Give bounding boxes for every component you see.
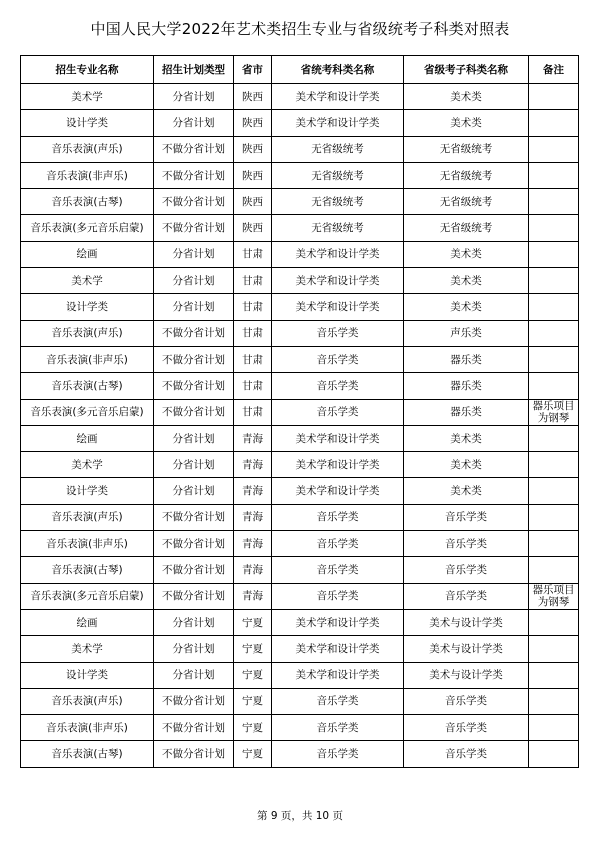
cell-remarks xyxy=(529,110,579,136)
cell-exam-category: 音乐学类 xyxy=(272,399,404,425)
cell-plan-type: 不做分省计划 xyxy=(154,346,234,372)
cell-plan-type: 不做分省计划 xyxy=(154,688,234,714)
cell-exam-category: 无省级统考 xyxy=(272,136,404,162)
cell-major-name: 音乐表演(古琴) xyxy=(21,189,154,215)
table-row xyxy=(21,241,579,267)
cell-plan-type: 分省计划 xyxy=(154,268,234,294)
cell-exam-subcategory: 美术类 xyxy=(404,84,529,110)
cell-remarks xyxy=(529,136,579,162)
major-mapping-table xyxy=(20,55,579,768)
cell-province: 陕西 xyxy=(234,189,272,215)
cell-exam-category: 音乐学类 xyxy=(272,688,404,714)
cell-plan-type: 不做分省计划 xyxy=(154,320,234,346)
cell-plan-type: 不做分省计划 xyxy=(154,504,234,530)
cell-major-name: 音乐表演(声乐) xyxy=(21,688,154,714)
cell-plan-type: 不做分省计划 xyxy=(154,557,234,583)
cell-exam-subcategory: 声乐类 xyxy=(404,320,529,346)
cell-exam-subcategory: 无省级统考 xyxy=(404,215,529,241)
cell-exam-subcategory: 美术类 xyxy=(404,425,529,451)
cell-major-name: 音乐表演(非声乐) xyxy=(21,715,154,741)
table-row xyxy=(21,531,579,557)
cell-remarks xyxy=(529,268,579,294)
cell-plan-type: 不做分省计划 xyxy=(154,136,234,162)
cell-major-name: 绘画 xyxy=(21,241,154,267)
cell-remarks xyxy=(529,189,579,215)
cell-province: 宁夏 xyxy=(234,636,272,662)
cell-plan-type: 不做分省计划 xyxy=(154,373,234,399)
cell-remarks xyxy=(529,373,579,399)
cell-province: 青海 xyxy=(234,531,272,557)
cell-plan-type: 分省计划 xyxy=(154,662,234,688)
cell-exam-category: 美术学和设计学类 xyxy=(272,241,404,267)
cell-plan-type: 不做分省计划 xyxy=(154,215,234,241)
cell-plan-type: 分省计划 xyxy=(154,294,234,320)
cell-exam-subcategory: 音乐学类 xyxy=(404,504,529,530)
cell-exam-category: 美术学和设计学类 xyxy=(272,268,404,294)
cell-exam-subcategory: 音乐学类 xyxy=(404,688,529,714)
header-plan-type: 招生计划类型 xyxy=(154,56,234,84)
table-row xyxy=(21,136,579,162)
cell-major-name: 音乐表演(古琴) xyxy=(21,741,154,767)
cell-exam-category: 美术学和设计学类 xyxy=(272,294,404,320)
cell-remarks xyxy=(529,215,579,241)
cell-province: 甘肃 xyxy=(234,320,272,346)
header-exam-subcategory: 省级考子科类名称 xyxy=(404,56,529,84)
cell-exam-category: 音乐学类 xyxy=(272,346,404,372)
cell-exam-subcategory: 器乐类 xyxy=(404,399,529,425)
cell-province: 青海 xyxy=(234,557,272,583)
cell-remarks xyxy=(529,609,579,635)
cell-plan-type: 分省计划 xyxy=(154,478,234,504)
cell-remarks: 器乐项目为钢琴 xyxy=(529,583,579,609)
table-row xyxy=(21,609,579,635)
cell-remarks xyxy=(529,688,579,714)
cell-province: 陕西 xyxy=(234,136,272,162)
table-row xyxy=(21,294,579,320)
table-row xyxy=(21,715,579,741)
cell-major-name: 音乐表演(声乐) xyxy=(21,136,154,162)
cell-province: 陕西 xyxy=(234,162,272,188)
table-header-row xyxy=(21,56,579,84)
page-title: 中国人民大学2022年艺术类招生专业与省级统考子科类对照表 xyxy=(90,20,510,38)
cell-exam-subcategory: 美术类 xyxy=(404,110,529,136)
cell-exam-subcategory: 美术类 xyxy=(404,452,529,478)
cell-exam-subcategory: 美术与设计学类 xyxy=(404,662,529,688)
cell-province: 青海 xyxy=(234,504,272,530)
cell-major-name: 美术学 xyxy=(21,84,154,110)
cell-exam-subcategory: 器乐类 xyxy=(404,346,529,372)
cell-remarks xyxy=(529,320,579,346)
cell-remarks xyxy=(529,662,579,688)
table-row xyxy=(21,399,579,425)
cell-plan-type: 分省计划 xyxy=(154,241,234,267)
cell-province: 甘肃 xyxy=(234,373,272,399)
table-row xyxy=(21,688,579,714)
cell-remarks: 器乐项目为钢琴 xyxy=(529,399,579,425)
cell-exam-category: 音乐学类 xyxy=(272,583,404,609)
cell-exam-category: 音乐学类 xyxy=(272,320,404,346)
cell-exam-subcategory: 无省级统考 xyxy=(404,162,529,188)
cell-remarks xyxy=(529,294,579,320)
cell-exam-subcategory: 音乐学类 xyxy=(404,531,529,557)
header-major-name: 招生专业名称 xyxy=(21,56,154,84)
cell-remarks xyxy=(529,346,579,372)
cell-plan-type: 不做分省计划 xyxy=(154,189,234,215)
cell-major-name: 绘画 xyxy=(21,609,154,635)
cell-remarks xyxy=(529,425,579,451)
cell-exam-category: 美术学和设计学类 xyxy=(272,452,404,478)
cell-province: 青海 xyxy=(234,478,272,504)
table-row xyxy=(21,189,579,215)
cell-province: 宁夏 xyxy=(234,741,272,767)
cell-exam-subcategory: 美术类 xyxy=(404,268,529,294)
cell-exam-category: 美术学和设计学类 xyxy=(272,609,404,635)
cell-major-name: 美术学 xyxy=(21,452,154,478)
cell-exam-category: 无省级统考 xyxy=(272,215,404,241)
cell-exam-category: 美术学和设计学类 xyxy=(272,425,404,451)
cell-exam-category: 美术学和设计学类 xyxy=(272,478,404,504)
table-row xyxy=(21,557,579,583)
cell-major-name: 绘画 xyxy=(21,425,154,451)
cell-plan-type: 不做分省计划 xyxy=(154,741,234,767)
cell-province: 宁夏 xyxy=(234,609,272,635)
cell-province: 宁夏 xyxy=(234,662,272,688)
table-row xyxy=(21,662,579,688)
cell-major-name: 设计学类 xyxy=(21,110,154,136)
cell-province: 宁夏 xyxy=(234,715,272,741)
cell-exam-subcategory: 音乐学类 xyxy=(404,583,529,609)
cell-major-name: 音乐表演(古琴) xyxy=(21,373,154,399)
cell-province: 宁夏 xyxy=(234,688,272,714)
table-row xyxy=(21,741,579,767)
cell-exam-category: 美术学和设计学类 xyxy=(272,636,404,662)
cell-plan-type: 分省计划 xyxy=(154,84,234,110)
table-row xyxy=(21,84,579,110)
cell-exam-subcategory: 美术类 xyxy=(404,478,529,504)
cell-major-name: 音乐表演(多元音乐启蒙) xyxy=(21,583,154,609)
cell-exam-category: 无省级统考 xyxy=(272,189,404,215)
cell-plan-type: 不做分省计划 xyxy=(154,531,234,557)
cell-exam-category: 音乐学类 xyxy=(272,557,404,583)
cell-major-name: 音乐表演(多元音乐启蒙) xyxy=(21,399,154,425)
table-row xyxy=(21,504,579,530)
cell-plan-type: 不做分省计划 xyxy=(154,399,234,425)
cell-major-name: 音乐表演(古琴) xyxy=(21,557,154,583)
cell-remarks xyxy=(529,531,579,557)
cell-plan-type: 不做分省计划 xyxy=(154,583,234,609)
cell-exam-category: 音乐学类 xyxy=(272,741,404,767)
cell-exam-subcategory: 无省级统考 xyxy=(404,136,529,162)
cell-exam-category: 美术学和设计学类 xyxy=(272,110,404,136)
cell-remarks xyxy=(529,557,579,583)
cell-major-name: 音乐表演(非声乐) xyxy=(21,531,154,557)
cell-exam-subcategory: 美术与设计学类 xyxy=(404,609,529,635)
cell-plan-type: 分省计划 xyxy=(154,425,234,451)
cell-exam-subcategory: 音乐学类 xyxy=(404,557,529,583)
cell-major-name: 音乐表演(多元音乐启蒙) xyxy=(21,215,154,241)
cell-province: 陕西 xyxy=(234,84,272,110)
cell-exam-category: 无省级统考 xyxy=(272,162,404,188)
cell-plan-type: 不做分省计划 xyxy=(154,162,234,188)
cell-province: 甘肃 xyxy=(234,346,272,372)
cell-exam-subcategory: 音乐学类 xyxy=(404,715,529,741)
page-number: 第 9 页，共 10 页 xyxy=(257,810,343,822)
cell-remarks xyxy=(529,452,579,478)
cell-province: 陕西 xyxy=(234,110,272,136)
cell-province: 甘肃 xyxy=(234,399,272,425)
table-row xyxy=(21,215,579,241)
cell-plan-type: 分省计划 xyxy=(154,110,234,136)
cell-remarks xyxy=(529,504,579,530)
cell-province: 青海 xyxy=(234,452,272,478)
cell-major-name: 音乐表演(非声乐) xyxy=(21,162,154,188)
cell-province: 陕西 xyxy=(234,215,272,241)
table-row xyxy=(21,162,579,188)
cell-plan-type: 分省计划 xyxy=(154,452,234,478)
table-row xyxy=(21,452,579,478)
table-row xyxy=(21,425,579,451)
header-exam-category: 省统考科类名称 xyxy=(272,56,404,84)
cell-remarks xyxy=(529,241,579,267)
cell-remarks xyxy=(529,741,579,767)
cell-exam-category: 音乐学类 xyxy=(272,531,404,557)
cell-remarks xyxy=(529,162,579,188)
cell-exam-subcategory: 美术类 xyxy=(404,294,529,320)
table-row xyxy=(21,583,579,609)
table-row xyxy=(21,320,579,346)
cell-major-name: 设计学类 xyxy=(21,662,154,688)
cell-exam-subcategory: 音乐学类 xyxy=(404,741,529,767)
cell-exam-subcategory: 器乐类 xyxy=(404,373,529,399)
cell-exam-category: 音乐学类 xyxy=(272,715,404,741)
cell-major-name: 音乐表演(声乐) xyxy=(21,504,154,530)
cell-province: 甘肃 xyxy=(234,241,272,267)
cell-plan-type: 不做分省计划 xyxy=(154,715,234,741)
cell-remarks xyxy=(529,636,579,662)
table-row xyxy=(21,373,579,399)
cell-major-name: 美术学 xyxy=(21,636,154,662)
cell-remarks xyxy=(529,478,579,504)
cell-major-name: 音乐表演(非声乐) xyxy=(21,346,154,372)
cell-remarks xyxy=(529,715,579,741)
table-row xyxy=(21,110,579,136)
cell-province: 青海 xyxy=(234,583,272,609)
cell-province: 甘肃 xyxy=(234,268,272,294)
header-province: 省市 xyxy=(234,56,272,84)
cell-exam-subcategory: 美术与设计学类 xyxy=(404,636,529,662)
cell-exam-category: 音乐学类 xyxy=(272,504,404,530)
cell-exam-category: 美术学和设计学类 xyxy=(272,662,404,688)
cell-exam-subcategory: 无省级统考 xyxy=(404,189,529,215)
cell-plan-type: 分省计划 xyxy=(154,636,234,662)
cell-major-name: 音乐表演(声乐) xyxy=(21,320,154,346)
header-remarks: 备注 xyxy=(529,56,579,84)
cell-province: 甘肃 xyxy=(234,294,272,320)
cell-plan-type: 分省计划 xyxy=(154,609,234,635)
table-row xyxy=(21,346,579,372)
cell-exam-category: 音乐学类 xyxy=(272,373,404,399)
cell-major-name: 设计学类 xyxy=(21,478,154,504)
cell-remarks xyxy=(529,84,579,110)
table-row xyxy=(21,478,579,504)
table-row xyxy=(21,636,579,662)
cell-major-name: 设计学类 xyxy=(21,294,154,320)
table-row xyxy=(21,268,579,294)
cell-major-name: 美术学 xyxy=(21,268,154,294)
cell-exam-category: 美术学和设计学类 xyxy=(272,84,404,110)
cell-province: 青海 xyxy=(234,425,272,451)
cell-exam-subcategory: 美术类 xyxy=(404,241,529,267)
